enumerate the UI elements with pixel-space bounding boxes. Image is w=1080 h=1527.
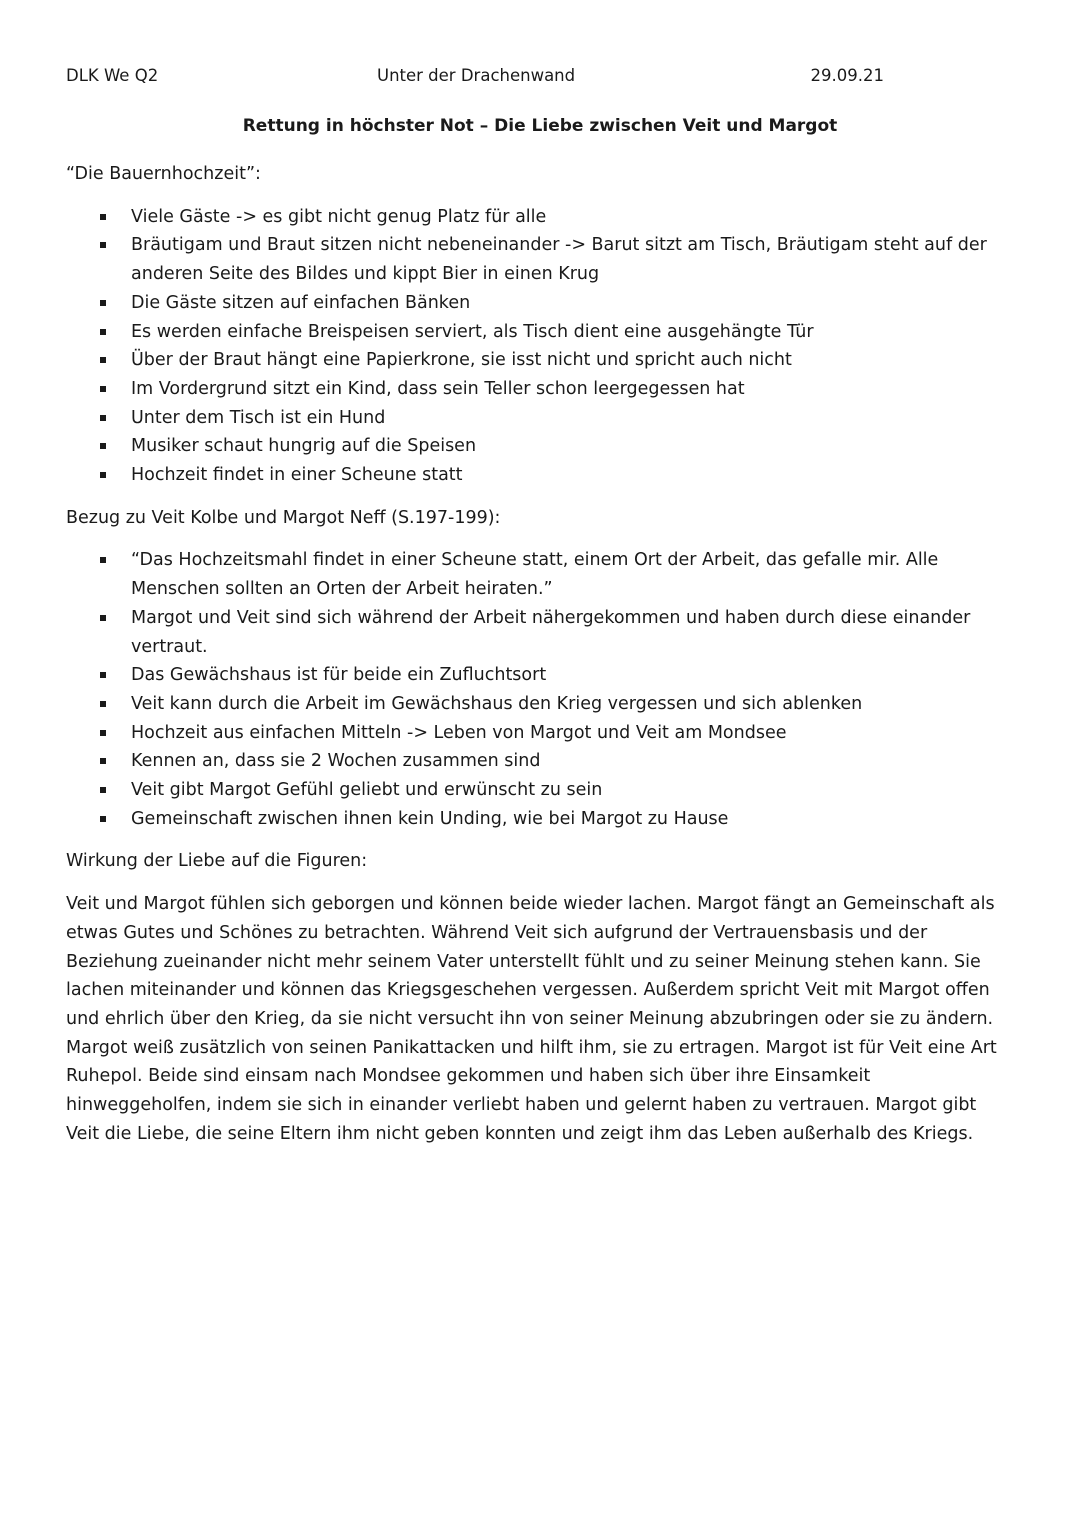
list-item [66, 604, 1011, 661]
list-item-text: Über der Braut hängt eine Papierkrone, sie isst nicht und spricht auch nicht [131, 350, 792, 371]
list-item-text: Gemeinschaft zwischen ihnen kein Unding, wie bei Margot zu Hause [131, 808, 729, 829]
square-bullet-icon [100, 787, 106, 793]
list-item [66, 375, 1011, 404]
list-item [66, 432, 1011, 461]
header-date: 29.09.21 [810, 66, 884, 85]
page-header [66, 66, 884, 90]
list-item [66, 546, 1011, 603]
section-heading-bauernhochzeit: “Die Bauernhochzeit”: [66, 164, 261, 184]
bullet-list-bezug [66, 546, 1011, 833]
list-item-text: Hochzeit aus einfachen Mitteln -> Leben von Margot und Veit am Mondsee [131, 722, 787, 743]
square-bullet-icon [100, 472, 106, 478]
list-item [66, 318, 1011, 347]
list-item [66, 346, 1011, 375]
list-item-text: “Das Hochzeitsmahl findet in einer Scheune statt, einem Ort der Arbeit, das gefalle mir. Alle Menschen sollten an Orten der Arbeit heiraten.” [131, 550, 939, 600]
square-bullet-icon [100, 357, 106, 363]
header-course: DLK We Q2 [66, 66, 159, 85]
list-item [66, 776, 1011, 805]
list-item [66, 747, 1011, 776]
list-item-text: Veit kann durch die Arbeit im Gewächshaus den Krieg vergessen und sich ablenken [131, 693, 863, 714]
square-bullet-icon [100, 758, 106, 764]
list-item-text: Die Gäste sitzen auf einfachen Bänken [131, 292, 471, 313]
square-bullet-icon [100, 214, 106, 220]
list-item-text: Hochzeit findet in einer Scheune statt [131, 465, 463, 486]
square-bullet-icon [100, 672, 106, 678]
list-item [66, 404, 1011, 433]
square-bullet-icon [100, 300, 106, 306]
list-item-text: Bräutigam und Braut sitzen nicht nebeneinander -> Barut sitzt am Tisch, Bräutigam steht auf der anderen Seite des Bildes und kippt Bier in einen Krug [131, 235, 987, 285]
square-bullet-icon [100, 816, 106, 822]
list-item-text: Kennen an, dass sie 2 Wochen zusammen sind [131, 751, 541, 772]
bullet-list-bauernhochzeit [66, 203, 1011, 490]
list-item-text: Es werden einfache Breispeisen serviert, als Tisch dient eine ausgehängte Tür [131, 321, 814, 342]
square-bullet-icon [100, 415, 106, 421]
list-item [66, 661, 1011, 690]
section-heading-wirkung: Wirkung der Liebe auf die Figuren: [66, 851, 368, 872]
square-bullet-icon [100, 443, 106, 449]
square-bullet-icon [100, 386, 106, 392]
list-item [66, 461, 1011, 490]
list-item-text: Unter dem Tisch ist ein Hund [131, 407, 386, 428]
list-item-text: Das Gewächshaus ist für beide ein Zufluchtsort [131, 665, 547, 686]
list-item-text: Im Vordergrund sitzt ein Kind, dass sein Teller schon leergegessen hat [131, 378, 745, 399]
list-item [66, 690, 1011, 719]
list-item [66, 231, 1011, 288]
document-title: Rettung in höchster Not – Die Liebe zwischen Veit und Margot [242, 116, 838, 136]
list-item-text: Veit gibt Margot Gefühl geliebt und erwünscht zu sein [131, 780, 603, 801]
list-item-text: Musiker schaut hungrig auf die Speisen [131, 436, 477, 457]
section-heading-bezug: Bezug zu Veit Kolbe und Margot Neff (S.197-199): [66, 507, 501, 528]
list-item [66, 289, 1011, 318]
list-item-text: Margot und Veit sind sich während der Arbeit nähergekommen und haben durch diese einander vertraut. [131, 607, 971, 657]
list-item-text: Viele Gäste -> es gibt nicht genug Platz für alle [131, 206, 547, 227]
header-book-title: Unter der Drachenwand [377, 66, 576, 85]
square-bullet-icon [100, 615, 106, 621]
square-bullet-icon [100, 242, 106, 248]
list-item [66, 805, 1011, 834]
square-bullet-icon [100, 701, 106, 707]
square-bullet-icon [100, 329, 106, 335]
square-bullet-icon [100, 730, 106, 736]
list-item [66, 719, 1011, 748]
list-item [66, 203, 1011, 232]
square-bullet-icon [100, 557, 106, 563]
document-body [66, 160, 1011, 1149]
paragraph-wirkung: Veit und Margot fühlen sich geborgen und können beide wieder lachen. Margot fängt an Gemeinschaft als etwas Gutes und Schönes zu betrachten. Während Veit sich aufgrund der Vertrauensbasis und der Beziehung zueinander nicht mehr seinem Vater unterstellt fühlt und zu seiner Meinung stehen kann. Sie lachen miteinander und können das Kriegsgeschehen vergessen. Außerdem spricht Veit mit Margot offen und ehrlich über den Krieg, da sie nicht versucht ihn von seiner Meinung abzubringen oder sie zu ändern. Margot weiß zusätzlich von seinen Panikattacken und hilft ihm, sie zu ertragen. Margot ist für Veit eine Art Ruhepol. Beide sind einsam nach Mondsee gekommen und haben sich über ihre Einsamkeit hinweggeholfen, indem sie sich in einander verliebt haben und gelernt haben zu vertrauen. Margot gibt Veit die Liebe, die seine Eltern ihm nicht geben konnten und zeigt ihm das Leben außerhalb des Kriegs. [66, 894, 997, 1144]
